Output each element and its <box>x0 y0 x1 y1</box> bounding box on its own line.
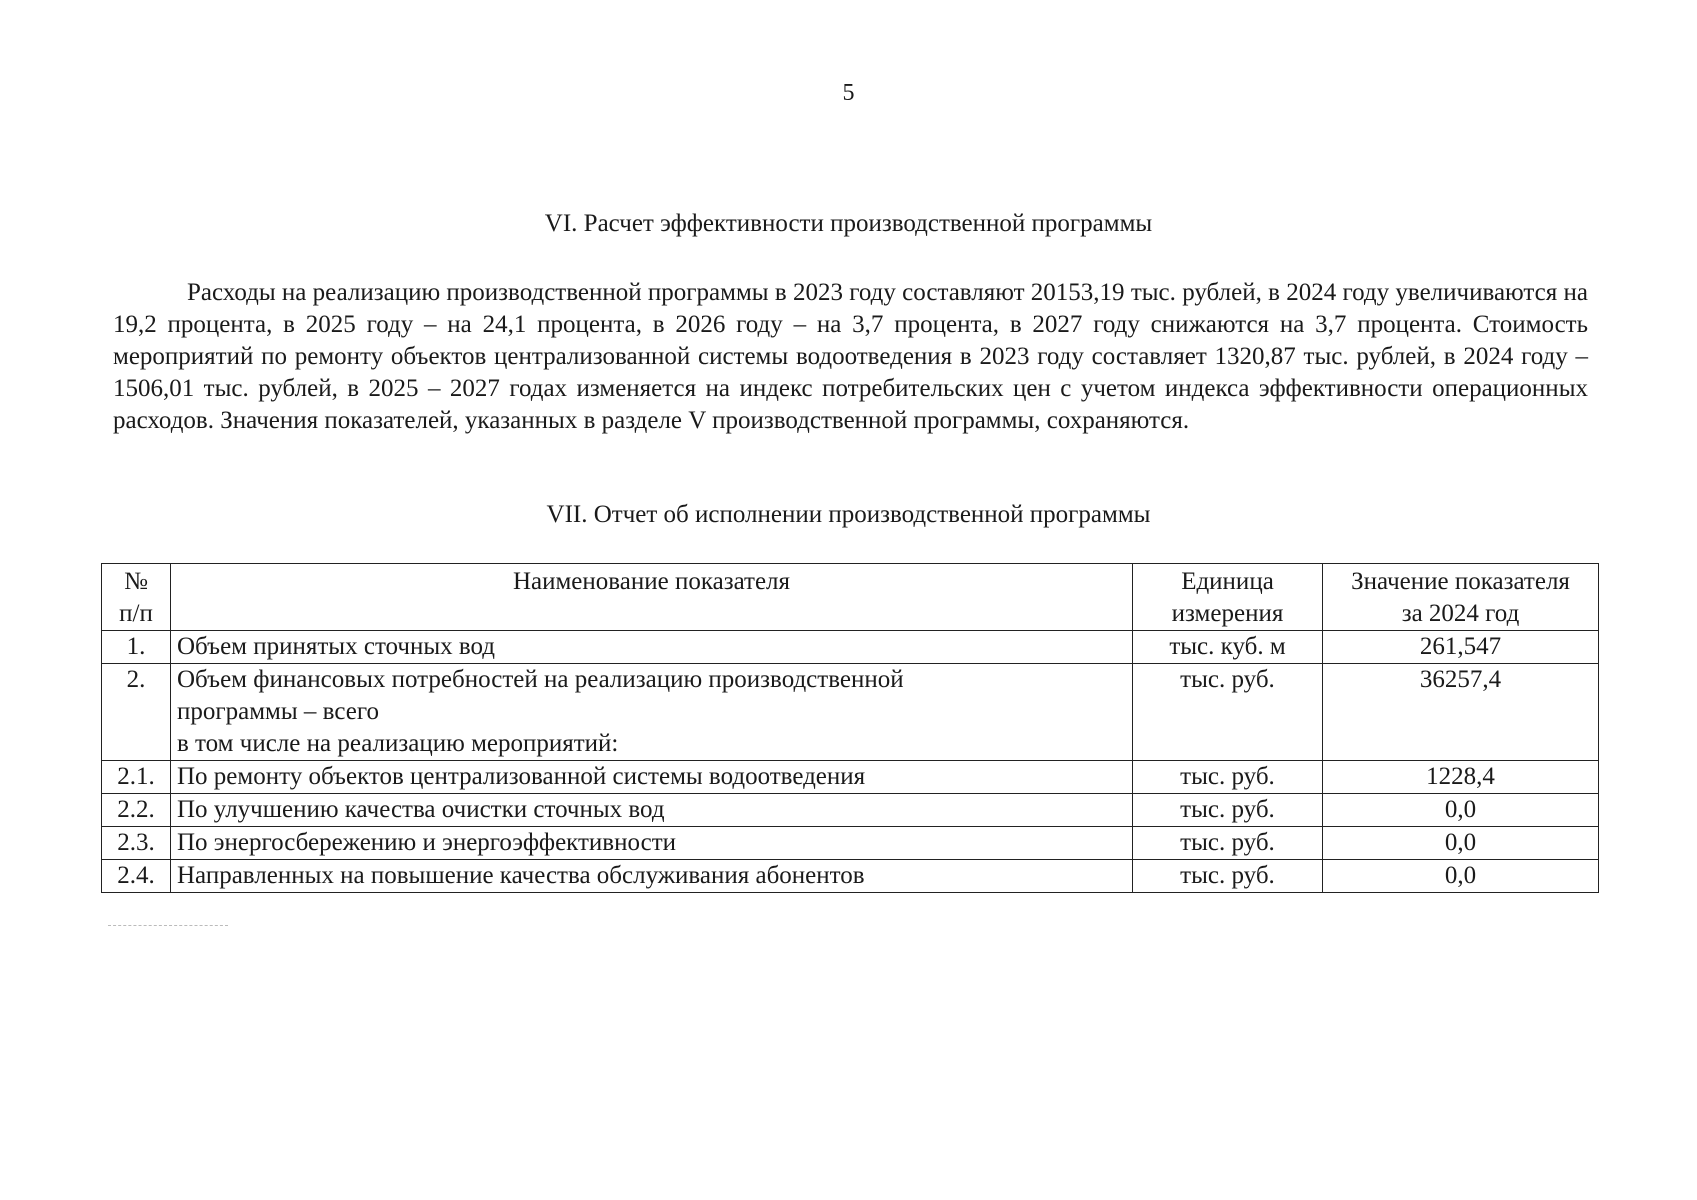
page-number: 5 <box>842 80 855 106</box>
row-unit: тыс. руб. <box>1133 860 1323 893</box>
row-num: 2. <box>102 664 171 761</box>
header-value-line1: Значение показателя <box>1351 568 1570 595</box>
section-7-title: VII. Отчет об исполнении производственной программы <box>546 501 1151 528</box>
header-num-line2: п/п <box>119 600 153 627</box>
header-name-text: Наименование показателя <box>512 568 791 595</box>
table-row <box>102 827 1599 860</box>
row-name-line3: в том числе на реализацию мероприятий: <box>177 730 619 757</box>
header-num <box>102 564 171 631</box>
row-name: Направленных на повышение качества обслуживания абонентов <box>171 860 1133 893</box>
report-table <box>101 563 1599 893</box>
header-num-line1: № <box>124 568 148 595</box>
scan-artifact-line <box>108 925 228 927</box>
row-unit: тыс. руб. <box>1133 827 1323 860</box>
table-body <box>102 631 1599 893</box>
row-value: 1228,4 <box>1323 761 1599 794</box>
row-value: 261,547 <box>1323 631 1599 664</box>
header-unit-line1: Единица <box>1181 568 1274 595</box>
row-name <box>171 664 1133 761</box>
row-name-line1: Объем финансовых потребностей на реализацию производственной <box>177 666 904 693</box>
row-value: 0,0 <box>1323 827 1599 860</box>
table-row <box>102 761 1599 794</box>
table-header <box>102 564 1599 631</box>
row-unit: тыс. руб. <box>1133 794 1323 827</box>
table-row <box>102 664 1599 761</box>
table-row <box>102 794 1599 827</box>
header-unit <box>1133 564 1323 631</box>
section-6-paragraph: Расходы на реализацию производственной программы в 2023 году составляют 20153,19 тыс. рублей, в 2024 году увеличиваются на 19,2 процента, в 2025 году – на 24,1 процента, в 2026 году – на 3,7 процента, в 2027 году снижаются на 3,7 процента. Стоимость мероприятий по ремонту объектов централизованной системы водоотведения в 2023 году составляет 1320,87 тыс. рублей, в 2024 году – 1506,01 тыс. рублей, в 2025 – 2027 годах изменяется на индекс потребительских цен с учетом индекса эффективности операционных расходов. Значения показателей, указанных в разделе V производственной программы, сохраняются. <box>113 279 1588 434</box>
row-value: 36257,4 <box>1323 664 1599 761</box>
row-num: 2.1. <box>102 761 171 794</box>
header-value <box>1323 564 1599 631</box>
row-num: 1. <box>102 631 171 664</box>
row-name: По энергосбережению и энергоэффективности <box>171 827 1133 860</box>
table-header-row <box>102 564 1599 631</box>
row-unit: тыс. руб. <box>1133 664 1323 761</box>
row-num: 2.2. <box>102 794 171 827</box>
section-6-title: VI. Расчет эффективности производственной программы <box>544 210 1153 237</box>
row-name-line2: программы – всего <box>177 698 379 725</box>
table-row <box>102 860 1599 893</box>
row-value: 0,0 <box>1323 794 1599 827</box>
header-value-line2: за 2024 год <box>1401 600 1520 627</box>
row-name: По ремонту объектов централизованной системы водоотведения <box>171 761 1133 794</box>
row-name: Объем принятых сточных вод <box>171 631 1133 664</box>
header-name <box>171 564 1133 631</box>
row-num: 2.3. <box>102 827 171 860</box>
header-unit-line2: измерения <box>1171 600 1284 627</box>
row-num: 2.4. <box>102 860 171 893</box>
row-value: 0,0 <box>1323 860 1599 893</box>
row-unit: тыс. куб. м <box>1133 631 1323 664</box>
table-row <box>102 631 1599 664</box>
row-unit: тыс. руб. <box>1133 761 1323 794</box>
row-name: По улучшению качества очистки сточных вод <box>171 794 1133 827</box>
